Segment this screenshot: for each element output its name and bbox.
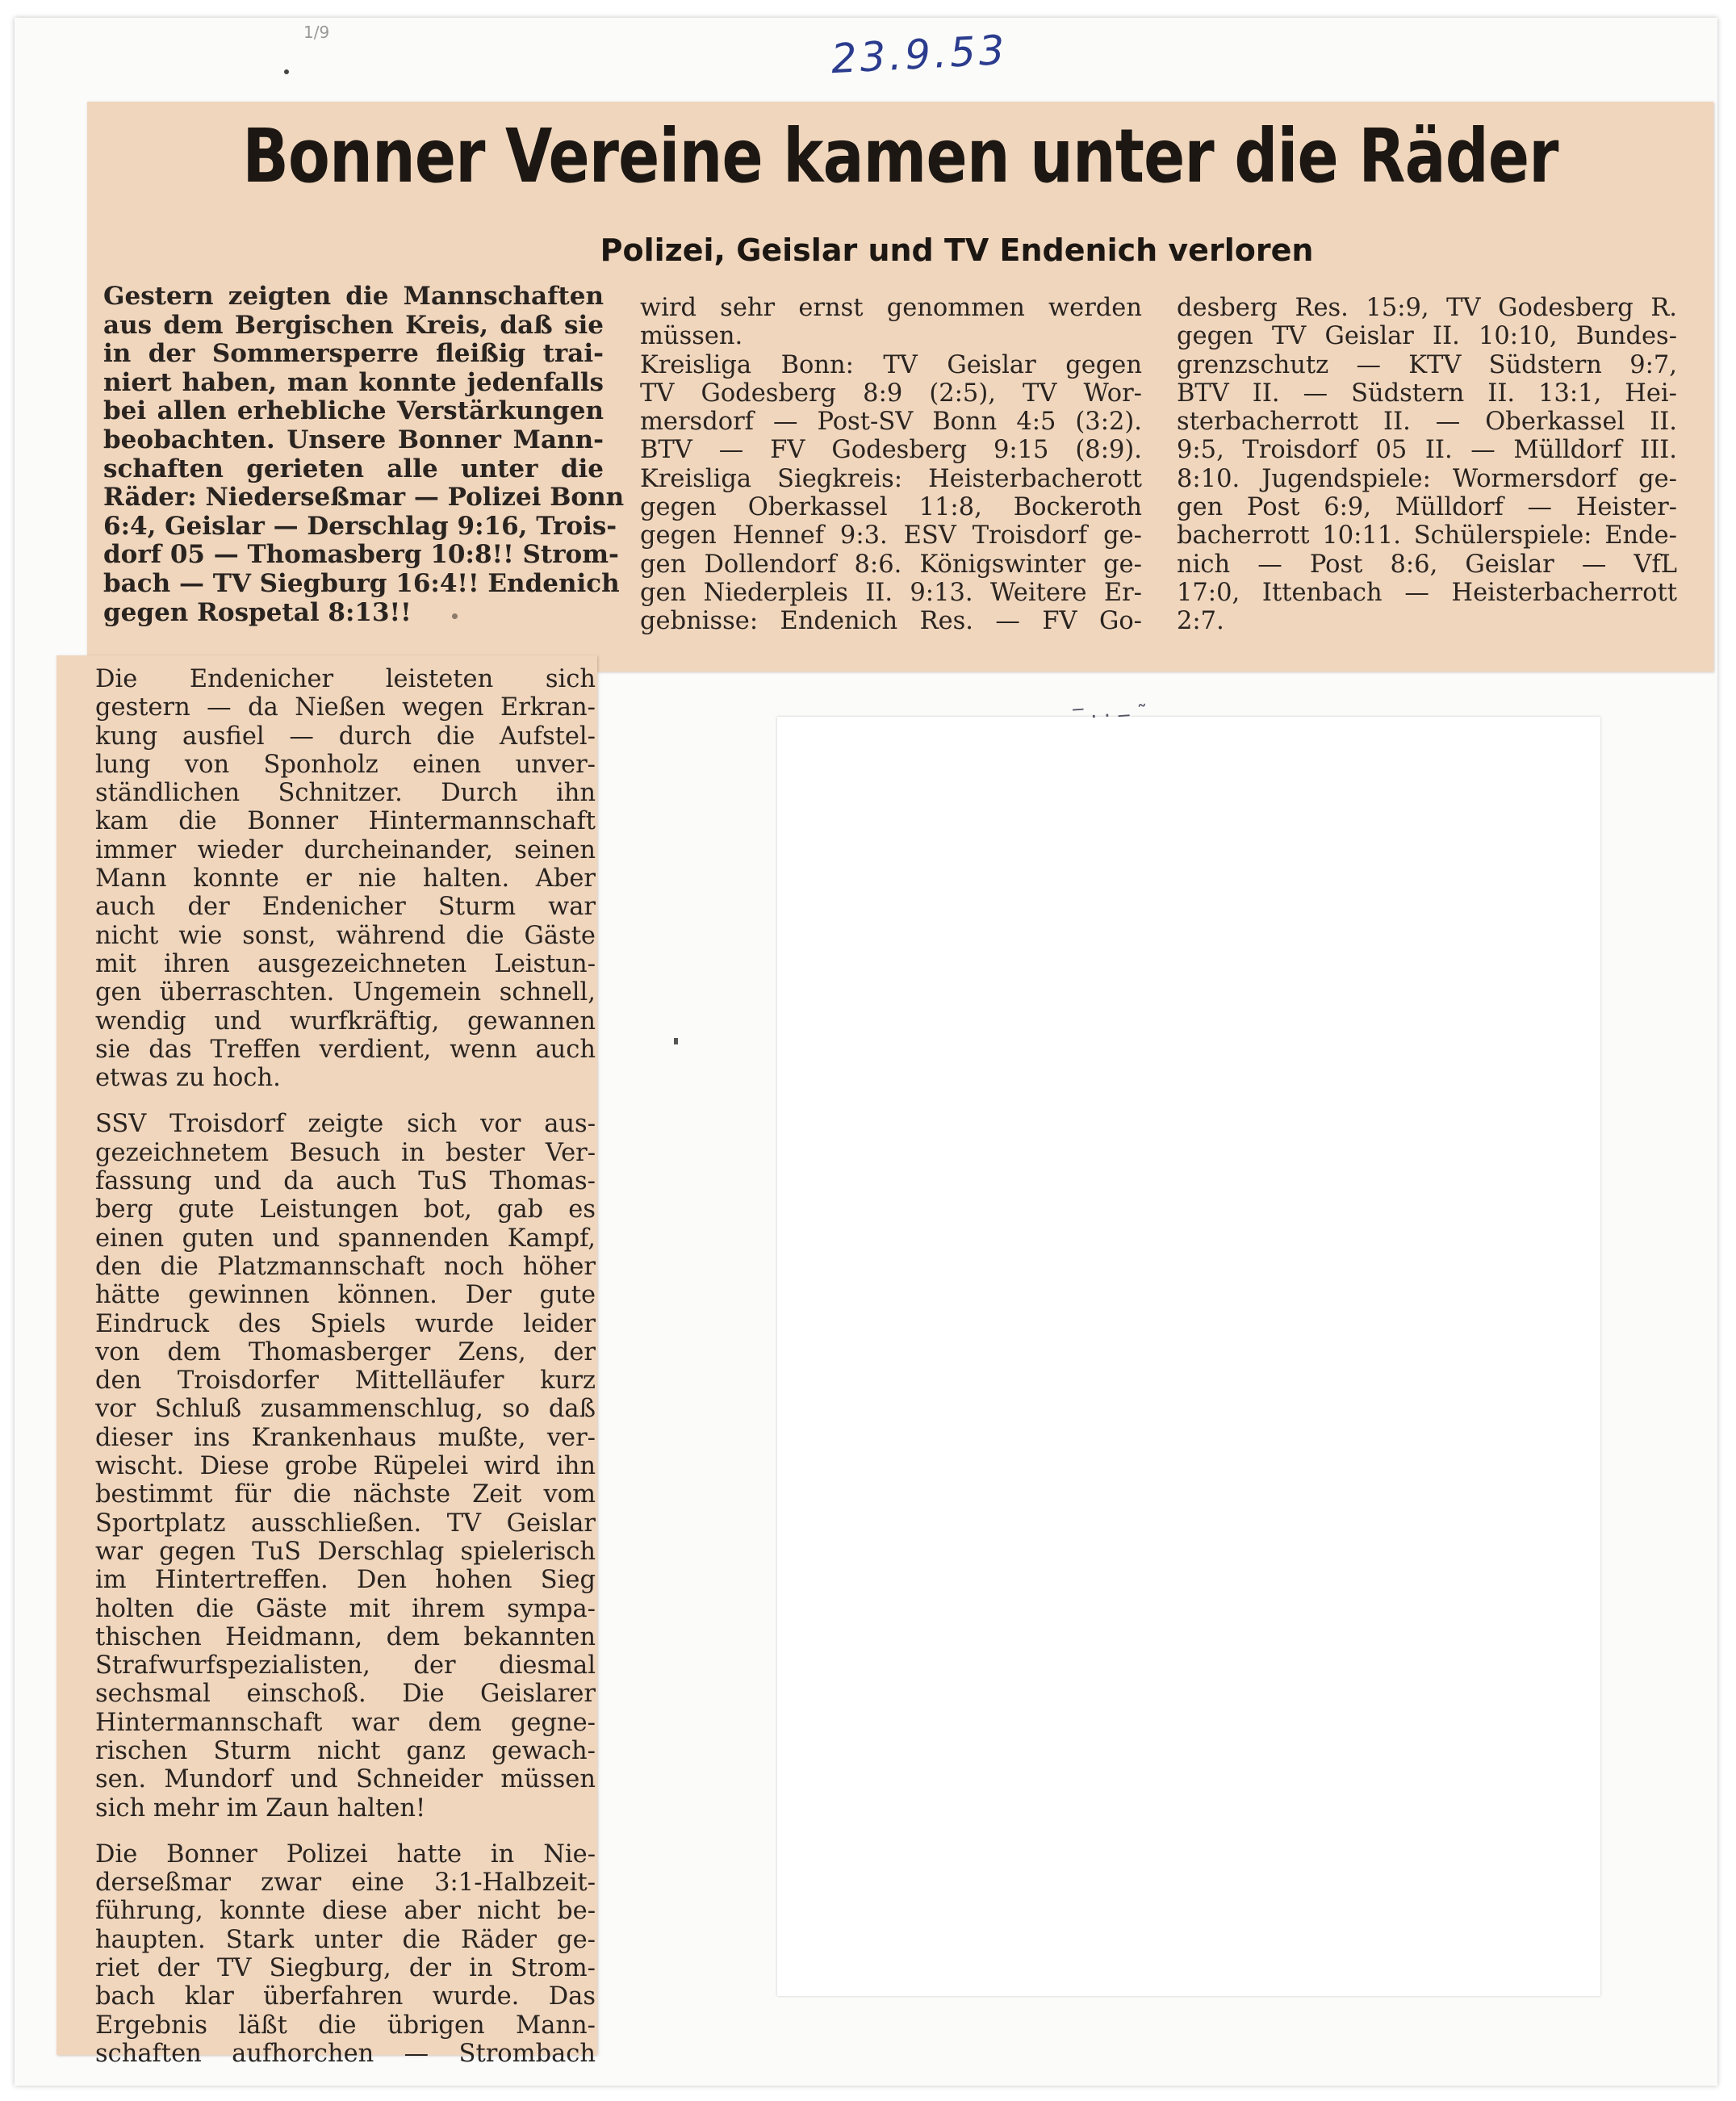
- text-line: den die Platzmannschaft noch höher: [95, 1252, 596, 1281]
- lead-line: Gestern zeigten die Mannschaften: [103, 282, 604, 311]
- lead-line: aus dem Bergischen Kreis, daß sie: [103, 310, 604, 340]
- text-line: dieser ins Krankenhaus mußte, ver-: [95, 1423, 596, 1452]
- lead-line: beobachten. Unsere Bonner Mann-: [103, 425, 604, 454]
- text-line: haupten. Stark unter die Räder ge-: [95, 1925, 596, 1954]
- paragraph-gap: [95, 1823, 596, 1840]
- paragraph-gap: [95, 1092, 596, 1110]
- text-line: Hintermannschaft war dem gegne-: [95, 1708, 596, 1737]
- text-line: gegen Oberkassel 11:8, Bockeroth: [640, 493, 1142, 522]
- results-column-3: [1177, 294, 1677, 636]
- text-line: etwas zu hoch.: [95, 1064, 281, 1093]
- text-line: desberg Res. 15:9, TV Godesberg R.: [1177, 294, 1677, 322]
- text-line: sie das Treffen verdient, wenn auch: [95, 1035, 596, 1064]
- text-line: müssen.: [640, 322, 743, 351]
- text-line: 8:10. Jugendspiele: Wormersdorf ge-: [1177, 464, 1677, 493]
- text-line: wischt. Diese grobe Rüpelei wird ihn: [95, 1452, 596, 1481]
- text-line: BTV II. — Südstern II. 13:1, Hei-: [1177, 379, 1677, 408]
- text-line: Eindruck des Spiels wurde leider: [95, 1309, 596, 1338]
- text-line: gestern — da Nießen wegen Erkran-: [95, 693, 596, 722]
- text-line: gegen TV Geislar II. 10:10, Bundes-: [1177, 322, 1677, 351]
- text-line: riet der TV Siegburg, der in Strom-: [95, 1954, 596, 1983]
- text-line: rischen Sturm nicht ganz gewach-: [95, 1736, 596, 1765]
- paragraph: [95, 1840, 596, 2068]
- text-line: den Troisdorfer Mittelläufer kurz: [95, 1366, 596, 1396]
- text-line: bach klar überfahren wurde. Das: [95, 1982, 596, 2011]
- text-line: bestimmt für die nächste Zeit vom: [95, 1480, 596, 1509]
- text-line: 17:0, Ittenbach — Heisterbacherrott: [1177, 578, 1677, 607]
- text-line: gezeichnetem Besuch in bester Ver-: [95, 1138, 596, 1167]
- article-body-column: [95, 647, 596, 2068]
- text-line: war gegen TuS Derschlag spielerisch: [95, 1537, 596, 1566]
- text-line: nicht wie sonst, während die Gäste: [95, 921, 596, 950]
- text-line: 2:7.: [1177, 607, 1224, 636]
- text-line: TV Godesberg 8:9 (2:5), TV Wor-: [640, 379, 1142, 408]
- text-line: wird sehr ernst genommen werden: [640, 294, 1142, 322]
- lead-line: gegen Rospetal 8:13!!: [103, 597, 412, 627]
- lead-line: 6:4, Geislar — Derschlag 9:16, Trois-: [103, 511, 617, 541]
- text-line: Mann konnte er nie halten. Aber: [95, 864, 596, 894]
- text-line: thischen Heidmann, dem bekannten: [95, 1622, 596, 1651]
- text-line: im Hintertreffen. Den hohen Sieg: [95, 1566, 596, 1595]
- text-line: 9:5, Troisdorf 05 II. — Mülldorf III.: [1177, 436, 1677, 465]
- text-line: von dem Thomasberger Zens, der: [95, 1337, 596, 1366]
- subheadline: Polizei, Geislar und TV Endenich verloren: [600, 232, 1314, 268]
- text-line: kung ausfiel — durch die Aufstel-: [95, 722, 596, 751]
- text-line: SSV Troisdorf zeigte sich vor aus-: [95, 1110, 596, 1139]
- text-line: nich — Post 8:6, Geislar — VfL: [1177, 550, 1677, 579]
- lead-line: dorf 05 — Thomasberg 10:8!! Strom-: [103, 540, 619, 570]
- paragraph: [95, 665, 596, 1092]
- text-line: Die Bonner Polizei hatte in Nie-: [95, 1839, 596, 1869]
- text-line: Ergebnis läßt die übrigen Mann-: [95, 2011, 596, 2040]
- lead-line: bei allen erhebliche Verstärkungen: [103, 396, 604, 426]
- text-line: fassung und da auch TuS Thomas-: [95, 1167, 596, 1196]
- text-line: Sportplatz ausschließen. TV Geislar: [95, 1509, 596, 1538]
- text-line: mersdorf — Post-SV Bonn 4:5 (3:2).: [640, 408, 1142, 437]
- blank-card: [777, 717, 1600, 1996]
- speck: [452, 613, 458, 619]
- paragraph-gap: [95, 647, 596, 665]
- text-line: ständlichen Schnitzer. Durch ihn: [95, 779, 596, 808]
- text-line: gen Post 6:9, Mülldorf — Heister-: [1177, 493, 1677, 522]
- text-line: hätte gewinnen können. Der gute: [95, 1281, 596, 1310]
- lead-paragraph: [103, 282, 625, 627]
- text-line: Kreisliga Bonn: TV Geislar gegen: [640, 350, 1142, 379]
- text-line: Strafwurfspezialisten, der diesmal: [95, 1651, 596, 1680]
- speck: [674, 1038, 678, 1044]
- text-line: sich mehr im Zaun halten!: [95, 1793, 426, 1823]
- text-line: sterbacherrott II. — Oberkassel II.: [1177, 408, 1677, 437]
- text-line: immer wieder durcheinander, seinen: [95, 835, 596, 864]
- text-line: auch der Endenicher Sturm war: [95, 893, 596, 922]
- paragraph: [95, 1110, 596, 1822]
- text-line: mit ihren ausgezeichneten Leistun-: [95, 949, 596, 978]
- text-line: gegen Hennef 9:3. ESV Troisdorf ge-: [640, 521, 1142, 550]
- text-line: lung von Sponholz einen unver-: [95, 750, 596, 779]
- text-line: berg gute Leistungen bot, gab es: [95, 1195, 596, 1224]
- text-line: wendig und wurfkräftig, gewannen: [95, 1007, 596, 1036]
- headline: Bonner Vereine kamen unter die Räder: [242, 113, 1558, 199]
- pencil-note: 1/9: [303, 23, 330, 42]
- text-line: sen. Mundorf und Schneider müssen: [95, 1765, 596, 1794]
- lead-line: Räder: Niederseßmar — Polizei Bonn: [103, 483, 625, 513]
- text-line: gen Niederpleis II. 9:13. Weitere Er-: [640, 578, 1142, 607]
- lead-line: schaften gerieten alle unter die: [103, 454, 604, 483]
- text-line: Die Endenicher leisteten sich: [95, 665, 596, 693]
- lead-line: niert haben, man konnte jedenfalls: [103, 367, 604, 397]
- text-line: vor Schluß zusammenschlug, so daß: [95, 1395, 596, 1424]
- text-line: gen überraschten. Ungemein schnell,: [95, 978, 596, 1007]
- text-line: führung, konnte diese aber nicht be-: [95, 1897, 596, 1926]
- text-line: gen Dollendorf 8:6. Königswinter ge-: [640, 550, 1142, 579]
- text-line: Kreisliga Siegkreis: Heisterbacherott: [640, 464, 1142, 493]
- lead-line: bach — TV Siegburg 16:4!! Endenich: [103, 568, 620, 598]
- text-line: schaften aufhorchen — Strombach: [95, 2039, 596, 2068]
- card-note: ‾ · · ‒ ˜: [1073, 701, 1149, 731]
- results-column-2: [640, 294, 1142, 636]
- text-line: gebnisse: Endenich Res. — FV Go-: [640, 607, 1142, 636]
- lead-line: in der Sommersperre fleißig trai-: [103, 339, 604, 369]
- text-line: BTV — FV Godesberg 9:15 (8:9).: [640, 436, 1142, 465]
- text-line: holten die Gäste mit ihrem sympa-: [95, 1594, 596, 1623]
- text-line: bacherrott 10:11. Schülerspiele: Ende-: [1177, 521, 1677, 550]
- text-line: derseßmar zwar eine 3:1-Halbzeit-: [95, 1869, 596, 1898]
- text-line: grenzschutz — KTV Südstern 9:7,: [1177, 350, 1677, 379]
- text-line: einen guten und spannenden Kampf,: [95, 1224, 596, 1253]
- ink-dot: [284, 69, 289, 74]
- text-line: sechsmal einschoß. Die Geislarer: [95, 1680, 596, 1709]
- text-line: kam die Bonner Hintermannschaft: [95, 807, 596, 836]
- handwritten-date: 23.9.53: [830, 26, 1009, 83]
